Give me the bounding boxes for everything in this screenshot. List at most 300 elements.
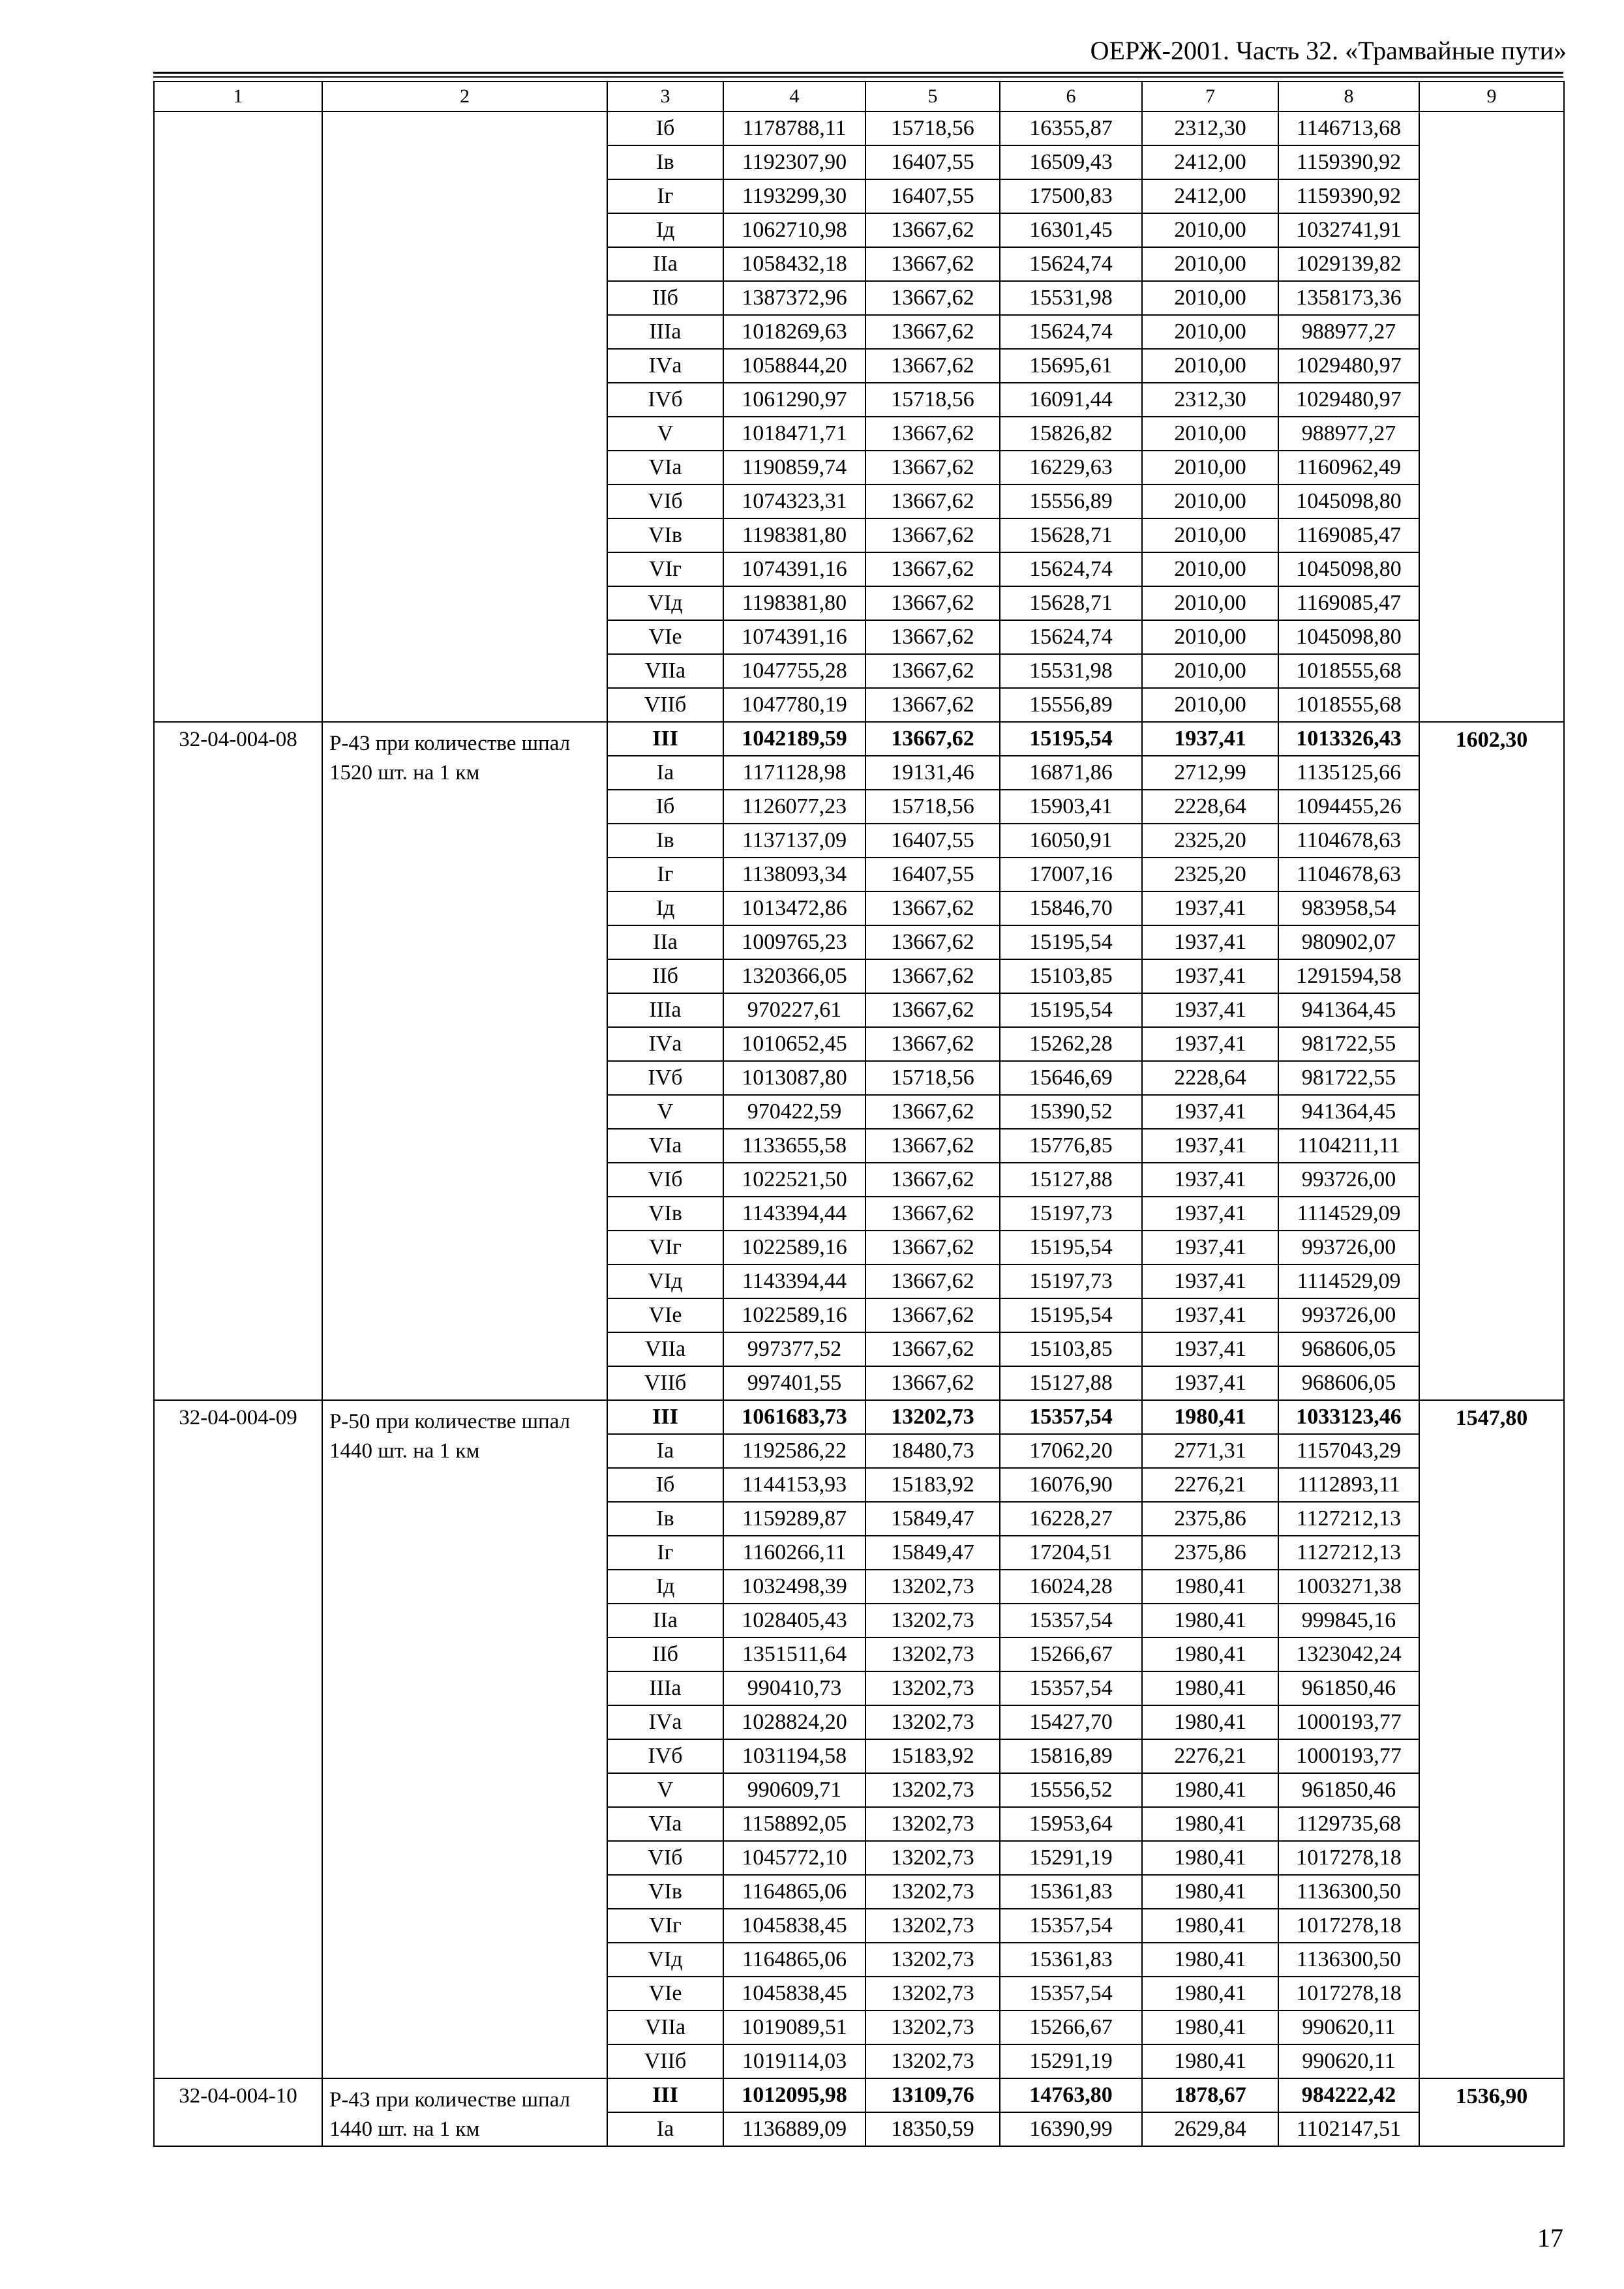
item-code (154, 112, 322, 722)
value-cell: 13667,62 (865, 1366, 1000, 1400)
table-row (154, 112, 1564, 145)
value-cell: 988977,27 (1278, 417, 1419, 451)
column-number: 4 (723, 82, 865, 112)
item-description: Р-50 при количестве шпал 1440 шт. на 1 км (322, 1400, 607, 2078)
zone-cell: VIг (607, 1231, 723, 1264)
item-code: 32-04-004-10 (154, 2078, 322, 2146)
value-cell: 1045838,45 (723, 1977, 865, 2011)
value-cell: 1017278,18 (1278, 1841, 1419, 1875)
zone-cell: Iг (607, 179, 723, 213)
value-cell: 1980,41 (1142, 2011, 1278, 2044)
value-cell: 13202,73 (865, 1875, 1000, 1909)
value-cell: 1159390,92 (1278, 145, 1419, 179)
value-cell: 13667,62 (865, 1129, 1000, 1163)
value-cell: 13667,62 (865, 552, 1000, 586)
table-row (154, 2078, 1564, 2112)
value-cell: 1019089,51 (723, 2011, 865, 2044)
value-cell: 1980,41 (1142, 1841, 1278, 1875)
value-cell: 13202,73 (865, 1909, 1000, 1943)
value-cell: 16024,28 (1000, 1570, 1142, 1604)
value-cell: 13109,76 (865, 2078, 1000, 2112)
value-cell: 1032498,39 (723, 1570, 865, 1604)
value-cell: 15624,74 (1000, 315, 1142, 349)
value-cell: 993726,00 (1278, 1298, 1419, 1332)
zone-cell: VIб (607, 1841, 723, 1875)
value-cell: 15195,54 (1000, 1231, 1142, 1264)
value-cell: 15357,54 (1000, 1604, 1142, 1638)
value-cell: 15195,54 (1000, 925, 1142, 959)
value-cell: 1104678,63 (1278, 824, 1419, 858)
value-cell: 15849,47 (865, 1536, 1000, 1570)
value-cell: 13667,62 (865, 586, 1000, 620)
value-cell: 961850,46 (1278, 1671, 1419, 1705)
zone-cell: VIIа (607, 654, 723, 688)
zone-cell: V (607, 1773, 723, 1807)
value-cell: 2325,20 (1142, 858, 1278, 891)
value-cell: 941364,45 (1278, 993, 1419, 1027)
value-cell: 15197,73 (1000, 1264, 1142, 1298)
value-cell: 1937,41 (1142, 1231, 1278, 1264)
value-cell: 15556,89 (1000, 485, 1142, 518)
value-cell: 1358173,36 (1278, 281, 1419, 315)
zone-cell: Iд (607, 891, 723, 925)
value-cell: 1114529,09 (1278, 1197, 1419, 1231)
value-cell: 1937,41 (1142, 1197, 1278, 1231)
zone-cell: IIб (607, 959, 723, 993)
zone-cell: VIд (607, 1264, 723, 1298)
column-number: 5 (865, 82, 1000, 112)
value-cell: 1937,41 (1142, 993, 1278, 1027)
zone-cell: III (607, 722, 723, 756)
zone-cell: IIа (607, 925, 723, 959)
column-number: 9 (1419, 82, 1564, 112)
value-cell: 13667,62 (865, 349, 1000, 383)
value-cell: 13667,62 (865, 1264, 1000, 1298)
zone-cell: VIIа (607, 1332, 723, 1366)
value-cell: 1018555,68 (1278, 654, 1419, 688)
zone-cell: Iа (607, 756, 723, 790)
value-cell: 990609,71 (723, 1773, 865, 1807)
value-cell: 13202,73 (865, 1638, 1000, 1671)
zone-cell: VIа (607, 1129, 723, 1163)
value-cell: 1171128,98 (723, 756, 865, 790)
value-cell: 1045098,80 (1278, 620, 1419, 654)
value-cell: 1012095,98 (723, 2078, 865, 2112)
value-cell: 1980,41 (1142, 1977, 1278, 2011)
zone-cell: Iб (607, 790, 723, 824)
value-cell: 941364,45 (1278, 1095, 1419, 1129)
value-cell: 15127,88 (1000, 1163, 1142, 1197)
zone-cell: VIв (607, 1197, 723, 1231)
value-cell: 990410,73 (723, 1671, 865, 1705)
zone-cell: VIIб (607, 2044, 723, 2078)
value-cell: 15357,54 (1000, 1909, 1142, 1943)
value-cell: 2312,30 (1142, 383, 1278, 417)
value-cell: 1112893,11 (1278, 1468, 1419, 1502)
zone-cell: IVа (607, 1027, 723, 1061)
value-cell: 1158892,05 (723, 1807, 865, 1841)
value-cell: 16407,55 (865, 179, 1000, 213)
zone-cell: IVб (607, 1061, 723, 1095)
value-cell: 1013087,80 (723, 1061, 865, 1095)
value-cell: 1878,67 (1142, 2078, 1278, 2112)
value-cell: 999845,16 (1278, 1604, 1419, 1638)
value-cell: 13667,62 (865, 1332, 1000, 1366)
value-cell: 2010,00 (1142, 518, 1278, 552)
value-cell: 13202,73 (865, 1807, 1000, 1841)
value-cell: 15361,83 (1000, 1943, 1142, 1977)
value-cell: 1058844,20 (723, 349, 865, 383)
value-cell: 1022521,50 (723, 1163, 865, 1197)
zone-cell: IIб (607, 1638, 723, 1671)
header-rule (153, 72, 1563, 74)
value-cell: 15195,54 (1000, 993, 1142, 1027)
value-cell: 1980,41 (1142, 1773, 1278, 1807)
value-cell: 1980,41 (1142, 1943, 1278, 1977)
value-cell: 1159390,92 (1278, 179, 1419, 213)
value-cell: 1291594,58 (1278, 959, 1419, 993)
value-cell: 1937,41 (1142, 1163, 1278, 1197)
value-cell: 13667,62 (865, 417, 1000, 451)
value-cell: 13667,62 (865, 620, 1000, 654)
value-cell: 1198381,80 (723, 518, 865, 552)
value-cell: 13667,62 (865, 959, 1000, 993)
value-cell: 15183,92 (865, 1739, 1000, 1773)
value-cell: 15197,73 (1000, 1197, 1142, 1231)
value-cell: 2228,64 (1142, 790, 1278, 824)
value-cell: 2010,00 (1142, 281, 1278, 315)
zone-cell: IIа (607, 1604, 723, 1638)
value-cell: 1102147,51 (1278, 2112, 1419, 2146)
value-cell: 2771,31 (1142, 1434, 1278, 1468)
value-cell: 2010,00 (1142, 213, 1278, 247)
value-cell: 16076,90 (1000, 1468, 1142, 1502)
value-cell: 13667,62 (865, 1027, 1000, 1061)
zone-cell: IIб (607, 281, 723, 315)
value-cell: 15826,82 (1000, 417, 1142, 451)
value-cell: 1169085,47 (1278, 586, 1419, 620)
value-cell: 1144153,93 (723, 1468, 865, 1502)
value-cell: 15816,89 (1000, 1739, 1142, 1773)
value-cell: 2375,86 (1142, 1536, 1278, 1570)
value-cell: 1129735,68 (1278, 1807, 1419, 1841)
zone-cell: IIIа (607, 1671, 723, 1705)
value-cell: 13667,62 (865, 213, 1000, 247)
value-cell: 13202,73 (865, 1943, 1000, 1977)
value-cell: 1028405,43 (723, 1604, 865, 1638)
value-cell: 15103,85 (1000, 1332, 1142, 1366)
value-cell: 1104678,63 (1278, 858, 1419, 891)
value-cell: 15361,83 (1000, 1875, 1142, 1909)
value-cell: 1980,41 (1142, 1671, 1278, 1705)
value-cell: 1178788,11 (723, 112, 865, 145)
value-cell: 1937,41 (1142, 1027, 1278, 1061)
value-cell: 1074391,16 (723, 620, 865, 654)
value-cell: 1047780,19 (723, 688, 865, 722)
value-cell: 15624,74 (1000, 247, 1142, 281)
zone-cell: VIв (607, 1875, 723, 1909)
value-cell: 16050,91 (1000, 824, 1142, 858)
value-cell: 15624,74 (1000, 552, 1142, 586)
value-cell: 2010,00 (1142, 586, 1278, 620)
value-cell: 13202,73 (865, 2011, 1000, 2044)
column-number: 8 (1278, 82, 1419, 112)
zone-cell: VIг (607, 552, 723, 586)
value-cell: 1980,41 (1142, 1604, 1278, 1638)
value-cell: 1146713,68 (1278, 112, 1419, 145)
value-cell: 17062,20 (1000, 1434, 1142, 1468)
value-cell: 1045772,10 (723, 1841, 865, 1875)
value-cell: 19131,46 (865, 756, 1000, 790)
value-cell: 1062710,98 (723, 213, 865, 247)
value-cell: 968606,05 (1278, 1366, 1419, 1400)
value-cell: 2010,00 (1142, 620, 1278, 654)
value-cell: 1160266,11 (723, 1536, 865, 1570)
value-cell: 1045098,80 (1278, 485, 1419, 518)
value-cell: 15195,54 (1000, 1298, 1142, 1332)
value-cell: 988977,27 (1278, 315, 1419, 349)
value-cell: 1045838,45 (723, 1909, 865, 1943)
value-cell: 15262,28 (1000, 1027, 1142, 1061)
value-cell: 2228,64 (1142, 1061, 1278, 1095)
value-cell: 15646,69 (1000, 1061, 1142, 1095)
value-cell: 2010,00 (1142, 654, 1278, 688)
value-cell: 13667,62 (865, 518, 1000, 552)
value-cell: 2010,00 (1142, 349, 1278, 383)
value-cell: 2312,30 (1142, 112, 1278, 145)
value-cell: 1013326,43 (1278, 722, 1419, 756)
value-cell: 997377,52 (723, 1332, 865, 1366)
value-cell: 1022589,16 (723, 1231, 865, 1264)
running-header: ОЕРЖ-2001. Часть 32. «Трамвайные пути» (1090, 36, 1567, 65)
value-cell: 1937,41 (1142, 959, 1278, 993)
column-number: 7 (1142, 82, 1278, 112)
value-cell: 13667,62 (865, 1197, 1000, 1231)
column-number: 2 (322, 82, 607, 112)
value-cell: 1164865,06 (723, 1875, 865, 1909)
value-cell: 2010,00 (1142, 315, 1278, 349)
value-cell: 1074391,16 (723, 552, 865, 586)
value-cell: 13202,73 (865, 1604, 1000, 1638)
zone-cell: III (607, 1400, 723, 1434)
zone-cell: VIе (607, 1977, 723, 2011)
value-cell: 2010,00 (1142, 485, 1278, 518)
value-cell: 1136300,50 (1278, 1875, 1419, 1909)
value-cell: 1058432,18 (723, 247, 865, 281)
zone-cell: VIд (607, 1943, 723, 1977)
zone-cell: Iв (607, 824, 723, 858)
value-cell: 1980,41 (1142, 1875, 1278, 1909)
value-cell: 1127212,13 (1278, 1502, 1419, 1536)
value-cell: 17500,83 (1000, 179, 1142, 213)
value-cell: 1033123,46 (1278, 1400, 1419, 1434)
value-cell: 16228,27 (1000, 1502, 1142, 1536)
value-cell: 15266,67 (1000, 1638, 1142, 1671)
value-cell: 983958,54 (1278, 891, 1419, 925)
value-cell: 2629,84 (1142, 2112, 1278, 2146)
value-cell: 13202,73 (865, 1671, 1000, 1705)
value-cell: 1143394,44 (723, 1197, 865, 1231)
value-cell: 1937,41 (1142, 1298, 1278, 1332)
item-code: 32-04-004-09 (154, 1400, 322, 2078)
value-cell: 1013472,86 (723, 891, 865, 925)
value-cell: 15531,98 (1000, 281, 1142, 315)
value-cell: 16091,44 (1000, 383, 1142, 417)
value-cell: 1003271,38 (1278, 1570, 1419, 1604)
column-number-row (154, 82, 1564, 112)
item-description: Р-43 при количестве шпал 1440 шт. на 1 км (322, 2078, 607, 2146)
zone-cell: VIд (607, 586, 723, 620)
value-cell: 997401,55 (723, 1366, 865, 1400)
value-cell: 13667,62 (865, 993, 1000, 1027)
value-cell: 1074323,31 (723, 485, 865, 518)
rates-table (153, 81, 1565, 2147)
value-cell: 1010652,45 (723, 1027, 865, 1061)
value-cell: 13202,73 (865, 1400, 1000, 1434)
value-cell: 1047755,28 (723, 654, 865, 688)
value-cell: 15266,67 (1000, 2011, 1142, 2044)
value-cell: 1980,41 (1142, 1638, 1278, 1671)
zone-cell: IIIа (607, 315, 723, 349)
value-cell: 1157043,29 (1278, 1434, 1419, 1468)
value-cell: 2010,00 (1142, 451, 1278, 485)
zone-cell: Iа (607, 2112, 723, 2146)
zone-cell: Iг (607, 858, 723, 891)
value-cell: 16871,86 (1000, 756, 1142, 790)
zone-cell: Iа (607, 1434, 723, 1468)
zone-cell: VIе (607, 1298, 723, 1332)
value-cell: 1019114,03 (723, 2044, 865, 2078)
value-cell: 15628,71 (1000, 518, 1142, 552)
value-cell: 980902,07 (1278, 925, 1419, 959)
value-cell: 961850,46 (1278, 1773, 1419, 1807)
value-cell: 15628,71 (1000, 586, 1142, 620)
value-cell: 1000193,77 (1278, 1739, 1419, 1773)
value-cell: 13202,73 (865, 2044, 1000, 2078)
value-cell: 13202,73 (865, 1705, 1000, 1739)
value-cell: 17204,51 (1000, 1536, 1142, 1570)
value-cell: 1137137,09 (723, 824, 865, 858)
value-cell: 1104211,11 (1278, 1129, 1419, 1163)
page-number: 17 (1537, 2223, 1563, 2252)
value-cell: 1061683,73 (723, 1400, 865, 1434)
value-cell: 1190859,74 (723, 451, 865, 485)
zone-cell: IVа (607, 349, 723, 383)
value-cell: 1029480,97 (1278, 349, 1419, 383)
value-cell: 18350,59 (865, 2112, 1000, 2146)
value-cell: 981722,55 (1278, 1061, 1419, 1095)
value-cell: 13667,62 (865, 247, 1000, 281)
value-cell: 13202,73 (865, 1773, 1000, 1807)
value-cell: 15183,92 (865, 1468, 1000, 1502)
value-cell: 15195,54 (1000, 722, 1142, 756)
value-cell: 15695,61 (1000, 349, 1142, 383)
value-cell: 18480,73 (865, 1434, 1000, 1468)
zone-cell: IIа (607, 247, 723, 281)
value-cell: 1031194,58 (723, 1739, 865, 1773)
value-cell: 15291,19 (1000, 1841, 1142, 1875)
zone-cell: Iг (607, 1536, 723, 1570)
value-cell: 1980,41 (1142, 1909, 1278, 1943)
value-cell: 993726,00 (1278, 1231, 1419, 1264)
value-cell: 16407,55 (865, 858, 1000, 891)
value-cell: 2712,99 (1142, 756, 1278, 790)
value-cell: 15903,41 (1000, 790, 1142, 824)
value-cell: 15718,56 (865, 383, 1000, 417)
value-cell: 13667,62 (865, 1231, 1000, 1264)
value-cell: 13667,62 (865, 1095, 1000, 1129)
value-cell: 13667,62 (865, 315, 1000, 349)
value-cell: 15776,85 (1000, 1129, 1142, 1163)
zone-cell: VIг (607, 1909, 723, 1943)
zone-cell: VIе (607, 620, 723, 654)
table-row (154, 1400, 1564, 1434)
value-cell: 1094455,26 (1278, 790, 1419, 824)
value-cell: 15357,54 (1000, 1671, 1142, 1705)
value-cell: 993726,00 (1278, 1163, 1419, 1197)
value-cell: 970422,59 (723, 1095, 865, 1129)
value-cell: 1980,41 (1142, 1705, 1278, 1739)
zone-cell: VIб (607, 1163, 723, 1197)
zone-cell: VIа (607, 1807, 723, 1841)
value-cell: 981722,55 (1278, 1027, 1419, 1061)
value-cell: 13667,62 (865, 925, 1000, 959)
value-cell: 2325,20 (1142, 824, 1278, 858)
value-cell: 1192586,22 (723, 1434, 865, 1468)
zone-cell: VIв (607, 518, 723, 552)
value-cell: 1017278,18 (1278, 1909, 1419, 1943)
value-cell: 16407,55 (865, 145, 1000, 179)
value-cell: 1114529,09 (1278, 1264, 1419, 1298)
zone-cell: Iб (607, 112, 723, 145)
zone-cell: V (607, 1095, 723, 1129)
value-cell: 13667,62 (865, 688, 1000, 722)
value-cell: 1018269,63 (723, 315, 865, 349)
value-cell: 1193299,30 (723, 179, 865, 213)
value-cell: 1937,41 (1142, 1332, 1278, 1366)
zone-cell: IIIа (607, 993, 723, 1027)
value-cell: 1000193,77 (1278, 1705, 1419, 1739)
value-cell: 990620,11 (1278, 2011, 1419, 2044)
zone-cell: Iв (607, 1502, 723, 1536)
value-cell: 15624,74 (1000, 620, 1142, 654)
value-cell: 970227,61 (723, 993, 865, 1027)
zone-cell: IVб (607, 1739, 723, 1773)
value-cell: 1937,41 (1142, 1095, 1278, 1129)
value-cell: 1061290,97 (723, 383, 865, 417)
value-cell: 1387372,96 (723, 281, 865, 315)
value-cell: 15427,70 (1000, 1705, 1142, 1739)
value-cell: 1017278,18 (1278, 1977, 1419, 2011)
value-cell: 15390,52 (1000, 1095, 1142, 1129)
value-cell: 1937,41 (1142, 1366, 1278, 1400)
value-cell: 1980,41 (1142, 2044, 1278, 2078)
value-cell: 16407,55 (865, 824, 1000, 858)
value-cell: 16355,87 (1000, 112, 1142, 145)
value-cell: 2375,86 (1142, 1502, 1278, 1536)
value-cell: 1323042,24 (1278, 1638, 1419, 1671)
value-cell: 1937,41 (1142, 722, 1278, 756)
value-cell: 13667,62 (865, 485, 1000, 518)
value-cell: 13667,62 (865, 451, 1000, 485)
value-cell: 2412,00 (1142, 179, 1278, 213)
value-cell: 17007,16 (1000, 858, 1142, 891)
value-cell: 1018471,71 (723, 417, 865, 451)
value-cell: 15556,52 (1000, 1773, 1142, 1807)
value-cell: 1937,41 (1142, 891, 1278, 925)
value-cell: 1192307,90 (723, 145, 865, 179)
value-cell: 13667,62 (865, 891, 1000, 925)
